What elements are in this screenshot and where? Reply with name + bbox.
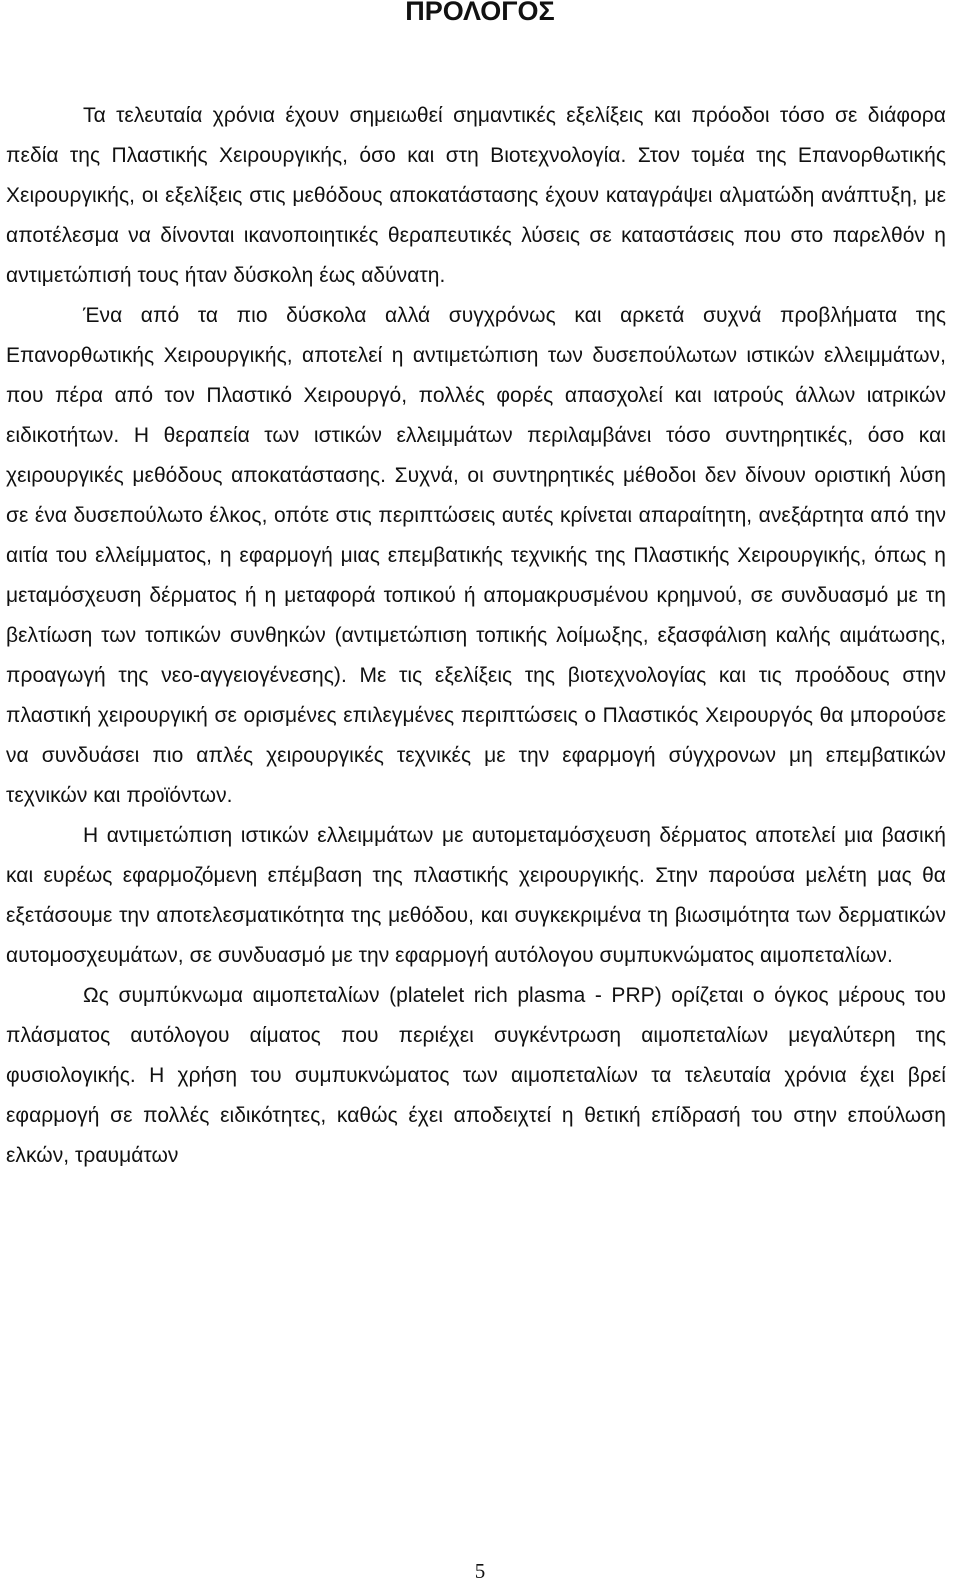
paragraph-3: Η αντιμετώπιση ιστικών ελλειμμάτων με αυτομεταμόσχευση δέρματος αποτελεί μια βασική και ευρέως εφαρμοζόμενη επέμβαση της πλαστικής χειρουργικής. Στην παρούσα μελέτη μας θα εξετάσουμε την αποτελεσματικότητα της μεθόδου, και συγκεκριμένα τη βιωσιμότητα των δερματικών αυτομοσχευμάτων, σε συνδυασμό με την εφαρμογή αυτόλογου συμπυκνώματος αιμοπεταλίων. <box>6 824 946 967</box>
page-number: 5 <box>474 1559 486 1583</box>
page-title: ΠΡΟΛΟΓΟΣ <box>405 0 555 26</box>
paragraph-1: Τα τελευταία χρόνια έχουν σημειωθεί σημαντικές εξελίξεις και πρόοδοι τόσο σε διάφορα πεδία της Πλαστικής Χειρουργικής, όσο και στη Βιοτεχνολογία. Στον τομέα της Επανορθωτικής Χειρουργικής, οι εξελίξεις στις μεθόδους αποκατάστασης έχουν καταγράψει αλματώδη ανάπτυξη, με αποτέλεσμα να δίνονται ικανοποιητικές θεραπευτικές λύσεις σε καταστάσεις που στο παρελθόν η αντιμετώπισή τους ήταν δύσκολη έως αδύνατη. <box>6 104 946 287</box>
paragraph-4: Ως συμπύκνωμα αιμοπεταλίων (platelet rich plasma - PRP) ορίζεται ο όγκος μέρους του πλάσματος αυτόλογου αίματος που περιέχει συγκέντρωση αιμοπεταλίων μεγαλύτερη της φυσιολογικής. Η χρήση του συμπυκνώματος των αιμοπεταλίων τα τελευταία χρόνια έχει βρεί εφαρμογή σε πολλές ειδικότητες, καθώς έχει αποδειχτεί η θετική επίδρασή του στην επούλωση ελκών, τραυμάτων <box>6 984 946 1167</box>
body-text <box>6 96 946 1176</box>
paragraph-2: Ένα από τα πιο δύσκολα αλλά συγχρόνως και αρκετά συχνά προβλήματα της Επανορθωτικής Χειρουργικής, αποτελεί η αντιμετώπιση των δυσεπούλωτων ιστικών ελλειμμάτων, που πέρα από τον Πλαστικό Χειρουργό, πολλές φορές απασχολεί και ιατρούς άλλων ιατρικών ειδικοτήτων. Η θεραπεία των ιστικών ελλειμμάτων περιλαμβάνει τόσο συντηρητικές, όσο και χειρουργικές μεθόδους αποκατάστασης. Συχνά, οι συντηρητικές μέθοδοι δεν δίνουν οριστική λύση σε ένα δυσεπούλωτο έλκος, οπότε στις περιπτώσεις αυτές κρίνεται απαραίτητη, ανεξάρτητα από την αιτία του ελλείμματος, η εφαρμογή μιας επεμβατικής τεχνικής της Πλαστικής Χειρουργικής, όπως η μεταμόσχευση δέρματος ή η μεταφορά τοπικού ή απομακρυσμένου κρημνού, σε συνδυασμό με τη βελτίωση των τοπικών συνθηκών (αντιμετώπιση τοπικής λοίμωξης, εξασφάλιση καλής αιμάτωσης, προαγωγή της νεο-αγγειογένεσης). Με τις εξελίξεις της βιοτεχνολογίας και τις προόδους στην πλαστική χειρουργική σε ορισμένες επιλεγμένες περιπτώσεις ο Πλαστικός Χειρουργός θα μπορούσε να συνδυάσει πιο απλές χειρουργικές τεχνικές με την εφαρμογή σύγχρονων μη επεμβατικών τεχνικών και προϊόντων. <box>6 304 946 807</box>
